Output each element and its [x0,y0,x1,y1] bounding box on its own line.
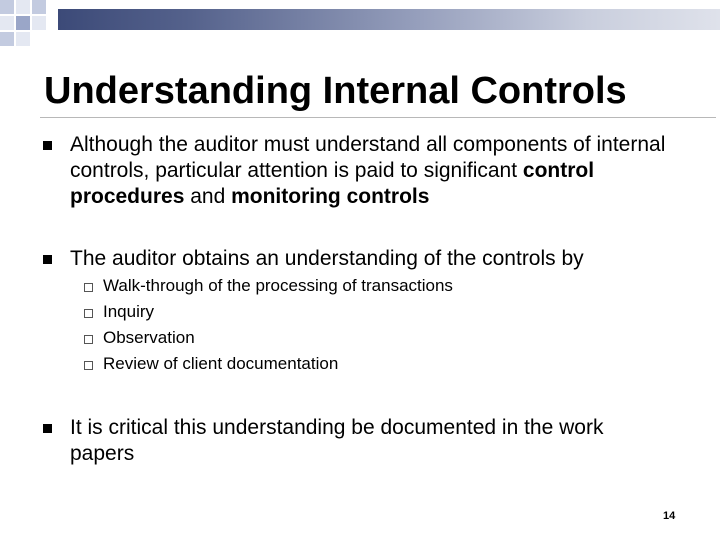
bullet-text-run: Although the auditor must understand all components of internal controls, particular attention is paid to significant [70,133,666,182]
sub-list-item: Inquiry [103,302,155,321]
bullet-square-icon [43,255,52,264]
checkbox-bullet-icon [84,283,93,292]
bullet-text [70,132,700,210]
checkbox-bullet-icon [84,309,93,318]
header-square [32,16,46,30]
slide-title: Understanding Internal Controls [44,70,627,112]
sub-list-item: Walk-through of the processing of transactions [103,276,453,295]
checkbox-bullet-icon [84,361,93,370]
header-gradient-band [58,9,720,30]
bullet-text-emphasis: control procedures [70,159,595,208]
header-square [0,16,14,30]
bullet-text-emphasis: monitoring controls [231,185,430,208]
sub-list-item: Observation [103,328,195,347]
header-square [16,16,30,30]
header-square [0,32,14,46]
page-number: 14 [663,510,676,522]
bullet-square-icon [43,424,52,433]
header-square [16,0,30,14]
header-square [0,0,14,14]
bullet-text: The auditor obtains an understanding of the controls by [70,247,584,270]
header-square [16,32,30,46]
bullet-text-run: and [184,185,232,208]
bullet-text: It is critical this understanding be documented in the work papers [70,416,604,465]
checkbox-bullet-icon [84,335,93,344]
header-square [32,0,46,14]
bullet-square-icon [43,141,52,150]
title-divider [40,117,716,118]
sub-list-item: Review of client documentation [103,354,339,373]
